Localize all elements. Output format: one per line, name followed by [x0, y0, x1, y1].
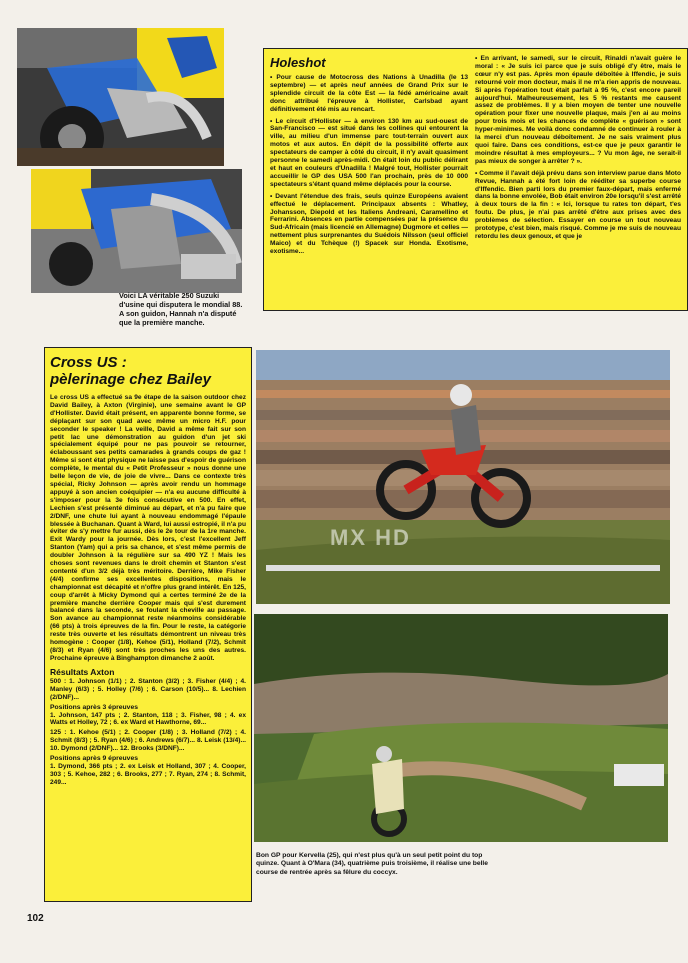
cross-us-body: Le cross US a effectué sa 9e étape de la saison outdoor chez David Bailey, à Axton (Virginie), une semaine avant le GP d'Hollister. David était présent, en apparente bonne forme, se déplaçant sur son quad avec même un micro H.F. pour seconder le speaker ! La veille, David a même fait sur son petit lac une démonstration au guidon d'un jet ski spécialement équipé pour ne pas pouvoir se retourner, éclaboussant ses petits camarades à grands coups de gaz ! Même si sont état physique ne laisse pas d'espoir de guérison complète, le mental du « Petit Professeur » nous donne une belle leçon de vie, de joie de vivre... Dans ce contexte très spécial, Ricky Johnson — après avoir rendu un hommage appuyé à son ancien coéquipier — n'a eu aucune difficulté à s'imposer pour la 3e fois consécutive en 500. En effet, Lechien s'est présenté diminué au départ, et n'a pu faire que 2/DNF, une chute lui ayant à nouveau endommagé l'épaule blessée à Buchanan. Quant à Ward, lui aussi estropié, il n'a pu éviter de s'y mettre fur aussi, dès le 2e tour de la 1re manche. Exit Wardy pour la journée. Dès lors, c'est l'excellent Jeff Stanton (Yam) qui a pris sa chance, et s'est même permis de doubler Johnson à la régulière sur sa 490 YZ ! Mais les choses sont revenues dans le droit chemin et Stanton s'est contenté d'un 3/2 déjà très méritoire. Derrière, Mike Fisher (4/4) confirme ses excellentes dispositions, mais le championnat est décapité et n'offre plus grand intérêt. En 125, coup d'arrêt à Micky Dymond qui a certes terminé 2e de la première manche derrière Cooper mais qui s'est durement balancé dans la seconde, se foulant la cheville au passage. Son avance au championnat reste néanmoins considérable (66 pts) à trois épreuves de la fin. Pour le reste, la catégorie reste très ouverte et les résultats démontrent un niveau très homogène : Cooper (1/8), Kehoe (5/1), Holland (7/2), Schmit (8/3) et Ryan (4/6) sont très proches les uns des autres. Prochaine épreuve à Binghampton dimanche 2 août. — [50, 394, 246, 662]
motocross-jump-photo — [256, 350, 670, 604]
results-title: Résultats Axton — [50, 666, 115, 677]
top-photo-caption: Voici LA véritable 250 Suzuki d'usine qui disputera le mondial 88. A son guidon, Hannah n'a disputé que la première manche. — [119, 291, 243, 327]
positions-500: 1. Johnson, 147 pts ; 2. Stanton, 118 ; 3. Fisher, 98 ; 4. ex Watts et Holley, 72 ; 6. ex Ward et Hawthorne, 69... — [50, 711, 246, 727]
cross-us-box — [44, 347, 252, 902]
suzuki-engine-photo — [31, 169, 242, 293]
results-125: 1. Kehoe (5/1) ; 2. Cooper (1/8) ; 3. Holland (7/2) ; 4. Schmit (8/3) ; 5. Ryan (4/6) ; 6. Andrews (6/7)... 8. Leisk (13/4)... 10. Dymond (2/DNF)... 12. Brooks (3/DNF)... — [50, 729, 246, 753]
cross-us-title-line1: Cross US : — [50, 354, 127, 371]
holeshot-box — [263, 48, 688, 311]
holeshot-para: • Comme il l'avait déjà prévu dans son interview parue dans Moto Revue, Hannah a été fort loin de rééditer sa superbe course d'Iffendic. Bien parti lors du premier faux-départ, mais enfermé dans la bonne envolée, Bob était environ 20e lorsqu'il s'est arrêté à deux tours de la fin : « Ici, lorsque tu rates ton départ, t'es foutu. De plus, je n'ai pas arrêté d'être aux prises avec des problèmes de sélection. Essayer en course un tout nouveau prototype, c'est bien, mais risqué. Comme je me suis de nouveau retordu les deux genoux, et que je — [475, 169, 681, 240]
holeshot-para: • En arrivant, le samedi, sur le circuit, Rinaldi n'avait guère le moral : « Je suis ici parce que je suis obligé d'y être, mais le cœur n'y est pas. Après mon épaule déboîtée à Iffendic, je suis retourné voir mon docteur, mais il ne m'a rien appris de nouveau. Si après l'opération tout était parfait à 95 %, c'est encore pareil aujourd'hui. Malheureusement, les 5 % restants me causent assez de problèmes. Il y a bien moyen de tenter une nouvelle opération pour fixer une nouvelle plaque, mais j'en ai au moins pour trois mois et les chances de complète « guérison » sont hyper-minimes. Me voilà donc condamné de continuer à rouler à la merci d'un nouveau déboîtement. Je ne sais vraiment plus quoi faire. Dans ces conditions, est-ce que je peux garantir le moindre résultat à mes employeurs... ? Vu mon âge, ne serait-il pas mieux de songer à arrêter ? ». — [475, 55, 681, 165]
results-500: 1. Johnson (1/1) ; 2. Stanton (3/2) ; 3. Fisher (4/4) ; 4. Manley (6/3) ; 5. Holley (7/6) ; 6. Carson (10/5)... 8. Lechien (2/DNF)... — [50, 677, 246, 701]
holeshot-title: Holeshot — [270, 55, 326, 70]
holeshot-para: • Le circuit d'Hollister — à environ 130 km au sud-ouest de San-Francisco — est situé dans les collines qui entourent la ville, au milieu d'un immense parc tout-terrain ouvert aux motos et aux autos. En dépit de la possibilité offerte aux spectateurs de camper à côté du circuit, il n'y avait quasiment personne le samedi après-midi. On était loin du public délirant et haut en couleurs d'Unadilla ! Malgré tout, Hollister pourrait accueillir le GP des USA 500 l'an prochain, près de 10 000 spectateurs s'étant quand même déplacés pour la course. — [270, 117, 468, 188]
class-125-label: 125 : — [50, 729, 67, 737]
page-number: 102 — [27, 913, 44, 924]
holeshot-para: • Devant l'étendue des frais, seuls quinze Européens avaient effectué le déplacement. Principaux absents : Whatley, Johansson, Diepold et les Italiens Andreani, Caramellino et Ferrarini. Absences en partie compensées par la présence du Sud-Africain (mais licencié en Allemagne) Dugmore et celles — nettement plus surprenantes du Suédois Nilsson (seul officiel Maico) et du Tchèque (!) Spacek sur Honda. Exotisme, exotisme... — [270, 192, 468, 256]
cross-us-title-line2: pèlerinage chez Bailey — [50, 371, 211, 388]
positions-125: 1. Dymond, 366 pts ; 2. ex Leisk et Holland, 307 ; 4. Cooper, 303 ; 5. Kehoe, 282 ; 6. Brooks, 277 ; 7. Ryan, 274 ; 8. Schmit, 249... — [50, 763, 246, 786]
holeshot-col2 — [475, 55, 681, 305]
bottom-photo-caption: Bon GP pour Kervella (25), qui n'est plus qu'à un seul petit point du top quinze. Quant à O'Mara (34), quatrième puis troisième, il réalise une belle course de rentrée après sa fêlure du coccyx. — [256, 852, 489, 876]
holeshot-para: • Pour cause de Motocross des Nations à Unadilla (le 13 septembre) — et après neuf années de Grand Prix sur le splendide circuit de la côte Est — la fédé américaine avait donc attribué l'épreuve à Hollister, Carlsbad ayant définitivement été mis au rencart. — [270, 74, 468, 113]
positions-125-title: Positions après 9 épreuves — [50, 755, 139, 763]
watermark: MX HD — [330, 525, 411, 550]
cross-us-content — [50, 354, 246, 900]
positions-500-title: Positions après 3 épreuves — [50, 703, 139, 711]
motocross-track-photo — [254, 614, 668, 842]
class-500-label: 500 : — [50, 677, 67, 685]
holeshot-col1 — [270, 55, 468, 260]
suzuki-bike-photo-top — [17, 28, 224, 166]
